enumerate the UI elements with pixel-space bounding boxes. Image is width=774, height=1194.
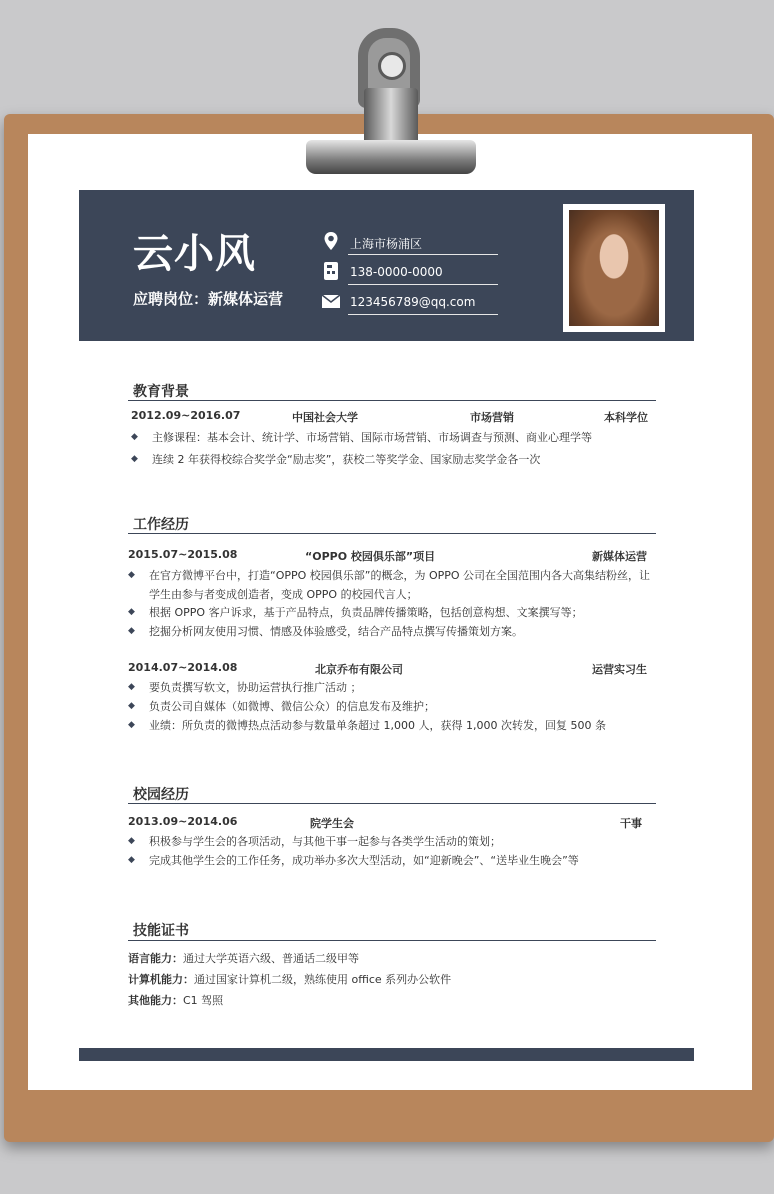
education-degree: 本科学位: [604, 411, 648, 424]
address-text: 上海市杨浦区: [350, 237, 423, 251]
binder-clip-icon: [306, 28, 476, 178]
skill-language: 语言能力：通过大学英语六级、普通话二级甲等: [128, 952, 359, 965]
education-major: 市场营销: [470, 411, 514, 424]
candidate-name: 云小风: [133, 231, 256, 277]
phone-icon: [320, 260, 342, 282]
profile-photo: [563, 204, 665, 332]
avatar: [569, 210, 659, 326]
skill-other: 其他能力：C1 驾照: [128, 994, 224, 1007]
contact-email: [320, 290, 500, 314]
education-period: 2012.09~2016.07: [131, 409, 241, 422]
section-divider: [128, 803, 656, 804]
email-text: 123456789@qq.com: [350, 295, 476, 309]
location-pin-icon: [320, 230, 342, 252]
education-school: 中国社会大学: [292, 411, 358, 424]
campus-role: 干事: [620, 817, 642, 830]
phone-text: 138-0000-0000: [350, 265, 443, 279]
job-period: 2014.07~2014.08: [128, 661, 238, 674]
campus-org: 院学生会: [310, 817, 354, 830]
job-role: 运营实习生: [592, 663, 647, 676]
mail-icon: [320, 290, 342, 312]
contact-phone: [320, 260, 500, 284]
section-title-education: 教育背景: [133, 384, 189, 400]
section-divider: [128, 533, 656, 534]
footer-bar: [79, 1048, 694, 1061]
section-title-campus: 校园经历: [133, 787, 189, 803]
section-title-skills: 技能证书: [133, 923, 189, 939]
skill-computer: 计算机能力：通过国家计算机二级，熟练使用 office 系列办公软件: [128, 973, 452, 986]
section-divider: [128, 400, 656, 401]
section-divider: [128, 940, 656, 941]
applied-position: 应聘岗位：新媒体运营: [133, 290, 284, 308]
job-org: “OPPO 校园俱乐部”项目: [305, 550, 436, 563]
section-title-work: 工作经历: [133, 517, 189, 533]
campus-period: 2013.09~2014.06: [128, 815, 238, 828]
contact-address: [320, 230, 500, 254]
job-role: 新媒体运营: [592, 550, 647, 563]
job-period: 2015.07~2015.08: [128, 548, 238, 561]
job-org: 北京乔布有限公司: [315, 663, 403, 676]
